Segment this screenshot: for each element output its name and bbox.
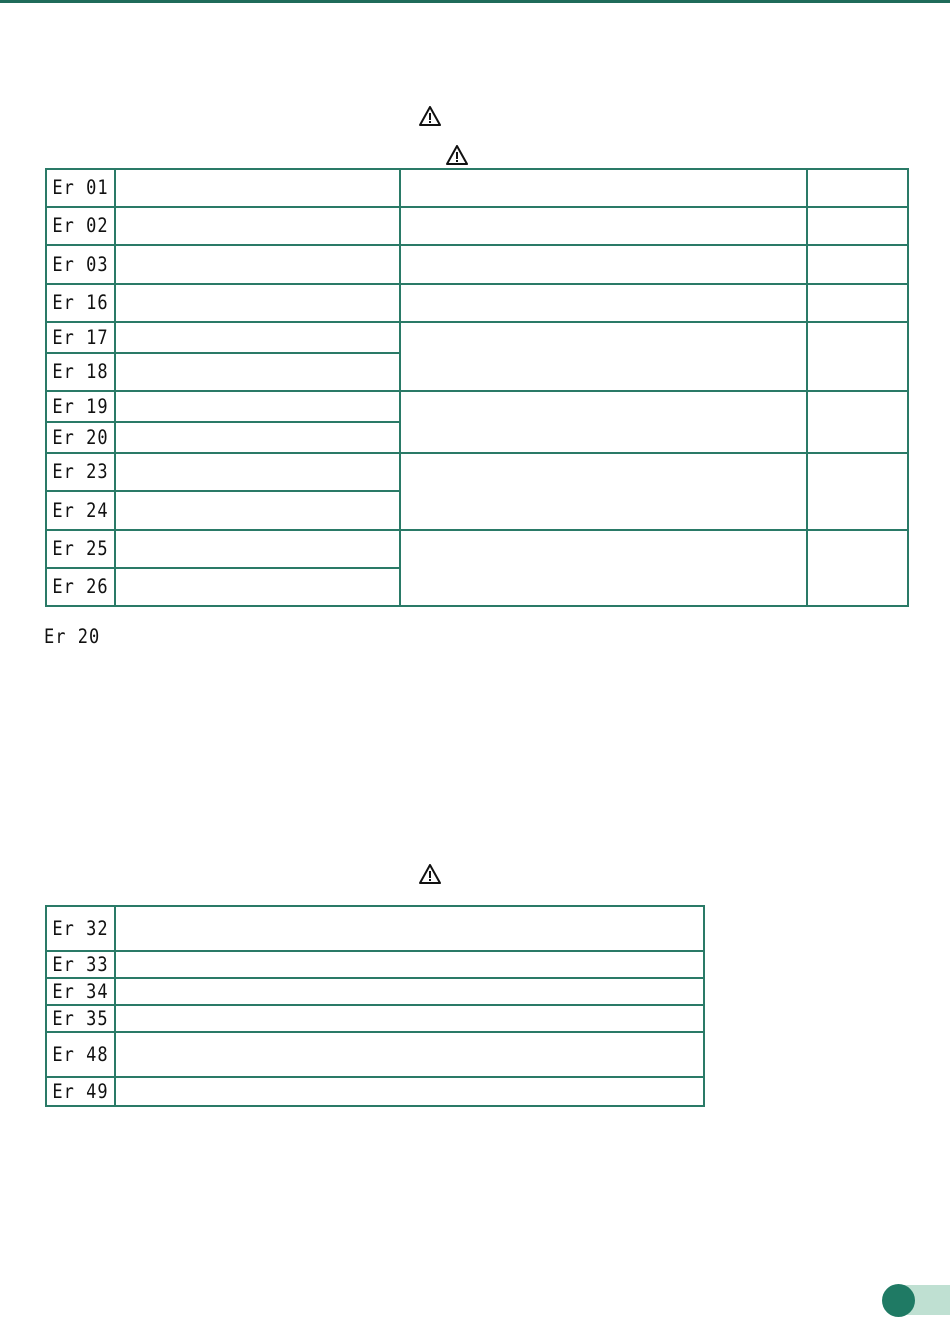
top-rule (0, 0, 950, 3)
description-cell (115, 207, 400, 245)
error-code: Er 48 (52, 1043, 109, 1066)
table-row (46, 322, 908, 353)
table-row (46, 951, 704, 978)
page-number-badge (882, 1284, 915, 1317)
error-code: Er 17 (52, 326, 109, 349)
description-cell (115, 906, 704, 951)
error-code: Er 23 (52, 460, 109, 484)
error-code: Er 33 (52, 953, 109, 976)
description-cell (115, 1077, 704, 1106)
error-code: Er 16 (52, 291, 109, 315)
note-cell (807, 530, 908, 606)
error-code: Er 02 (52, 214, 109, 238)
remedy-cell (400, 284, 807, 322)
description-cell (115, 530, 400, 568)
error-code: Er 19 (52, 395, 109, 418)
description-cell (115, 245, 400, 284)
error-code: Er 03 (52, 253, 109, 276)
description-cell (115, 353, 400, 391)
error-code: Er 35 (52, 1007, 109, 1030)
note-cell (807, 207, 908, 245)
remedy-cell (400, 245, 807, 284)
table-row (46, 207, 908, 245)
description-cell (115, 978, 704, 1005)
error-code: Er 26 (52, 575, 109, 599)
error-code: Er 01 (52, 176, 109, 200)
table-row (46, 530, 908, 568)
remedy-cell (400, 391, 807, 453)
remedy-cell (400, 169, 807, 207)
description-cell (115, 1032, 704, 1077)
error-code: Er 20 (52, 426, 109, 449)
description-cell (115, 951, 704, 978)
description-cell (115, 322, 400, 353)
note-cell (807, 391, 908, 453)
description-cell (115, 391, 400, 422)
table-row (46, 978, 704, 1005)
description-cell (115, 491, 400, 530)
remedy-cell (400, 322, 807, 391)
error-code: Er 18 (52, 360, 109, 384)
description-cell (115, 284, 400, 322)
error-code: Er 49 (52, 1080, 109, 1103)
description-cell (115, 422, 400, 453)
error-code: Er 24 (52, 499, 109, 522)
note-cell (807, 245, 908, 284)
note-cell (807, 284, 908, 322)
table-row (46, 169, 908, 207)
table-row (46, 453, 908, 491)
error-code: Er 25 (52, 537, 109, 561)
table-row (46, 391, 908, 422)
description-cell (115, 1005, 704, 1032)
table-row (46, 906, 704, 951)
note-error-code (44, 627, 100, 647)
error-table-2 (45, 905, 705, 1107)
warning-icon (419, 864, 441, 884)
error-code: Er 20 (44, 625, 101, 649)
table-row (46, 1005, 704, 1032)
warning-icon (446, 145, 468, 165)
table-row (46, 1032, 704, 1077)
remedy-cell (400, 453, 807, 530)
remedy-cell (400, 207, 807, 245)
description-cell (115, 453, 400, 491)
note-cell (807, 453, 908, 530)
note-cell (807, 169, 908, 207)
error-code: Er 32 (52, 917, 109, 940)
table-row (46, 284, 908, 322)
error-table-1 (45, 168, 909, 607)
table-row (46, 1077, 704, 1106)
table-row (46, 245, 908, 284)
note-cell (807, 322, 908, 391)
description-cell (115, 169, 400, 207)
remedy-cell (400, 530, 807, 606)
description-cell (115, 568, 400, 606)
error-code: Er 34 (52, 980, 109, 1003)
warning-icon (419, 106, 441, 126)
